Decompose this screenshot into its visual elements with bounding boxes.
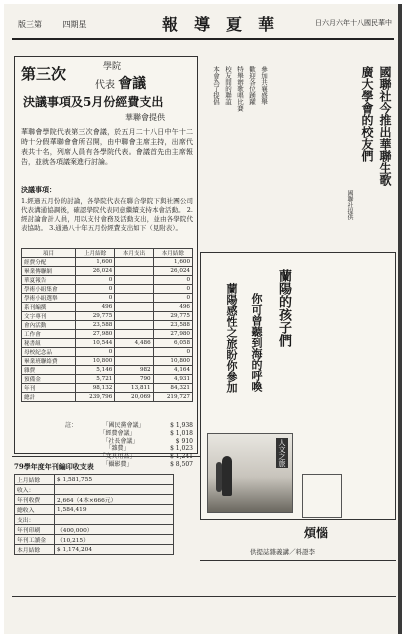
table-cell: 23,588 bbox=[153, 321, 192, 330]
table-cell: 年刊 bbox=[22, 384, 76, 393]
table-row bbox=[15, 515, 174, 525]
table-cell: 26,024 bbox=[153, 267, 192, 276]
note-cell: 「社長會議」 bbox=[102, 437, 139, 445]
expense-table-body bbox=[22, 258, 193, 402]
table-cell: 秘書組 bbox=[22, 339, 76, 348]
lanyang-trip bbox=[200, 252, 396, 520]
table-cell bbox=[115, 348, 153, 357]
note-cell: 「攝影費」 bbox=[102, 460, 133, 468]
table-cell: 1,600 bbox=[75, 258, 114, 267]
table-cell: 84,321 bbox=[153, 384, 192, 393]
page-label: 版三第 bbox=[18, 20, 42, 29]
promo-column: 本會為了提倡 bbox=[212, 66, 220, 105]
note-cell bbox=[170, 453, 193, 461]
table-cell: 0 bbox=[153, 276, 192, 285]
note-cell: $ 1,018 bbox=[170, 429, 193, 437]
promo-column: 參加共襄盛舉 bbox=[260, 66, 268, 105]
table-cell: 學術小組選舉 bbox=[22, 294, 76, 303]
table-cell: 5,146 bbox=[75, 366, 114, 375]
table-row bbox=[15, 525, 174, 535]
table-cell: 4,931 bbox=[153, 375, 192, 384]
divider bbox=[200, 560, 396, 561]
table-cell: 1,584,419 bbox=[55, 505, 174, 515]
table-cell: 982 bbox=[115, 366, 153, 375]
masthead-date: 日六月六年十八國民華中 bbox=[315, 19, 392, 27]
table-cell: 29,775 bbox=[153, 312, 192, 321]
table-row bbox=[15, 545, 174, 555]
trip-title-2: 你可曾聽到海的呼喚 bbox=[250, 293, 263, 392]
table-row bbox=[15, 485, 174, 495]
table-row bbox=[22, 330, 193, 339]
resolutions-title: 決議事項： bbox=[21, 185, 56, 194]
note-cell: 「經費會議」 bbox=[99, 429, 136, 437]
issue-label: 四期星 bbox=[62, 20, 87, 29]
table-cell: 收入： bbox=[15, 485, 55, 495]
table-cell: 年刊印刷 bbox=[15, 525, 55, 535]
table-row bbox=[22, 321, 193, 330]
headline-rep: 代表 會議 bbox=[95, 76, 147, 92]
table-cell: 0 bbox=[75, 285, 114, 294]
table-cell: 本月結餘 bbox=[15, 545, 55, 555]
table-cell: 年刊工讀金 bbox=[15, 535, 55, 545]
table-cell bbox=[115, 294, 153, 303]
divider bbox=[12, 456, 200, 457]
table-cell bbox=[115, 285, 153, 294]
table-cell: 4,486 bbox=[115, 339, 153, 348]
note-cell: $ 8,507 bbox=[170, 460, 193, 468]
table-cell: 0 bbox=[75, 348, 114, 357]
trip-title-1: 蘭陽的孩子們 bbox=[276, 269, 291, 347]
worry-heading: 煩惱 bbox=[304, 526, 329, 540]
budget-table bbox=[14, 474, 174, 555]
table-row bbox=[22, 393, 193, 402]
table-row bbox=[22, 357, 193, 366]
budget-table-body bbox=[15, 475, 174, 555]
promo-column: 特舉辦歌唱比賽 bbox=[236, 66, 244, 112]
table-cell: 1,600 bbox=[153, 258, 192, 267]
table-cell: 畢業班聯絡費 bbox=[22, 357, 76, 366]
divider bbox=[12, 596, 396, 597]
table-cell: （400,000） bbox=[55, 525, 174, 535]
table-cell: 20,069 bbox=[115, 393, 153, 402]
note-cell: 「雜費」 bbox=[105, 445, 130, 453]
table-cell bbox=[115, 276, 153, 285]
table-cell: 支出： bbox=[15, 515, 55, 525]
note-cell: 註： bbox=[65, 422, 78, 429]
table-cell bbox=[115, 267, 153, 276]
table-cell: 26,024 bbox=[75, 267, 114, 276]
table-cell: 總收入 bbox=[15, 505, 55, 515]
song-promo bbox=[204, 60, 394, 250]
table-cell: 98,132 bbox=[75, 384, 114, 393]
table-cell bbox=[55, 485, 174, 495]
table-cell: 母校紀念品 bbox=[22, 348, 76, 357]
table-cell: 10,800 bbox=[153, 357, 192, 366]
note-cell: 「國民黨會議」 bbox=[102, 422, 145, 429]
table-cell: 0 bbox=[153, 348, 192, 357]
promo-headline: 國聯社今推出華聯生歌 bbox=[378, 66, 392, 186]
masthead-title: 報導夏華 bbox=[162, 15, 291, 34]
table-row bbox=[22, 258, 193, 267]
table-cell: 790 bbox=[115, 375, 153, 384]
table-row bbox=[15, 535, 174, 545]
headline-main: 第三次 bbox=[21, 65, 67, 83]
table-cell: 會內活動 bbox=[22, 321, 76, 330]
table-cell: 2,664（4本×666元） bbox=[55, 495, 174, 505]
table-cell bbox=[115, 321, 153, 330]
col-header: 項目 bbox=[22, 249, 76, 258]
headline-school: 學院 bbox=[103, 62, 122, 72]
table-row bbox=[22, 384, 193, 393]
table-row bbox=[22, 339, 193, 348]
table-cell: 0 bbox=[153, 285, 192, 294]
table-cell bbox=[55, 515, 174, 525]
table-cell: 27,980 bbox=[153, 330, 192, 339]
table-cell bbox=[115, 312, 153, 321]
resolutions-text: 1.經過五月份的討論，各學院代表在聯合學院下與社團公司代表溝通協調後，確認學院代表同意繼續支持本會活動。 2.經討論會計人員，用以支付會務及活動支出，並由各學院代表協助。 3.通過八十年五月份經費支出如下（見附表）。 bbox=[21, 197, 193, 232]
table-cell: 學術小組集會 bbox=[22, 285, 76, 294]
table-row bbox=[22, 312, 193, 321]
budget-caption: 79學年度年刊編印收支表 bbox=[14, 462, 94, 471]
table-cell: 219,727 bbox=[153, 393, 192, 402]
table-row bbox=[22, 366, 193, 375]
table-cell: 畢業傳聯網 bbox=[22, 267, 76, 276]
article-intro: 華聯會學院代表第三次會議，於五月二十八日中午十二時十分假華聯會會所召開，由中聯會主席主持，出席代表共十名，列席人員有各學院代表。會議首先由主席報告，並就各項議案進行討論。 bbox=[21, 128, 193, 166]
table-cell: 27,980 bbox=[75, 330, 114, 339]
yearbook-budget bbox=[14, 462, 198, 555]
note-line bbox=[65, 430, 193, 438]
article-subheadline: 決議事項及5月份經費支出 bbox=[23, 95, 164, 109]
note-line bbox=[65, 453, 193, 461]
col-header: 本月支出 bbox=[115, 249, 153, 258]
table-cell: 10,544 bbox=[75, 339, 114, 348]
table-cell: 10,800 bbox=[75, 357, 114, 366]
note-cell: $ 1,023 bbox=[170, 445, 193, 453]
table-cell: 23,588 bbox=[75, 321, 114, 330]
table-row bbox=[22, 285, 193, 294]
promo-credit: 國聯社提供 bbox=[346, 190, 353, 220]
worry-byline: 供提誌雜義講／料證李 bbox=[250, 548, 315, 556]
table-row bbox=[22, 375, 193, 384]
trip-title-3: 蘭陽感性之旅盼你參加 bbox=[225, 283, 238, 393]
table-cell: 239,796 bbox=[75, 393, 114, 402]
table-cell: 4,164 bbox=[153, 366, 192, 375]
trip-photo bbox=[207, 433, 293, 513]
expense-table-header bbox=[22, 249, 193, 258]
table-row bbox=[22, 267, 193, 276]
table-cell: 13,811 bbox=[115, 384, 153, 393]
table-cell: 6,058 bbox=[153, 339, 192, 348]
table-cell: 年刊收費 bbox=[15, 495, 55, 505]
person-figure bbox=[222, 456, 232, 496]
table-row bbox=[22, 276, 193, 285]
table-cell: 預備金 bbox=[22, 375, 76, 384]
table-cell bbox=[115, 330, 153, 339]
col-header: 本月結餘 bbox=[153, 249, 192, 258]
note-line bbox=[65, 422, 193, 430]
table-cell: 系刊編撰 bbox=[22, 303, 76, 312]
promo-headline-2: 廣大學會的校友們 bbox=[360, 66, 374, 162]
table-cell: 雜費 bbox=[22, 366, 76, 375]
table-cell: 上月結餘 bbox=[15, 475, 55, 485]
col-header: 上月結餘 bbox=[75, 249, 114, 258]
table-row bbox=[22, 294, 193, 303]
table-cell: $ 1,581,755 bbox=[55, 475, 174, 485]
table-cell: 華夏報告 bbox=[22, 276, 76, 285]
table-cell: 文字專刊 bbox=[22, 312, 76, 321]
table-cell: 0 bbox=[75, 294, 114, 303]
table-cell: 總計 bbox=[22, 393, 76, 402]
table-cell: 5,721 bbox=[75, 375, 114, 384]
promo-column: 校友間的聯誼 bbox=[224, 66, 232, 105]
table-row bbox=[15, 475, 174, 485]
promo-column: 歡迎各位踴躍 bbox=[248, 66, 256, 105]
note-cell bbox=[100, 453, 136, 461]
table-row bbox=[15, 505, 174, 515]
table-cell: 工作會 bbox=[22, 330, 76, 339]
masthead bbox=[12, 10, 394, 40]
expense-table bbox=[21, 248, 193, 402]
table-cell: 29,775 bbox=[75, 312, 114, 321]
table-cell: 0 bbox=[75, 276, 114, 285]
article-byline: 華聯會提供 bbox=[125, 113, 165, 122]
table-cell: $ 1,174,204 bbox=[55, 545, 174, 555]
table-cell: 0 bbox=[153, 294, 192, 303]
table-row bbox=[22, 348, 193, 357]
masthead-left bbox=[18, 19, 105, 30]
table-cell: 496 bbox=[153, 303, 192, 312]
table-cell: 經費分配 bbox=[22, 258, 76, 267]
newspaper-page bbox=[4, 4, 402, 634]
note-cell: $ 910 bbox=[175, 437, 193, 445]
table-cell bbox=[115, 303, 153, 312]
note-cell: $ 1,938 bbox=[170, 422, 193, 429]
table-row bbox=[22, 303, 193, 312]
table-cell bbox=[115, 357, 153, 366]
table-cell bbox=[115, 258, 153, 267]
table-cell: 496 bbox=[75, 303, 114, 312]
photo-caption: 人文之旅 bbox=[278, 439, 286, 467]
table-row bbox=[15, 495, 174, 505]
small-frame bbox=[302, 474, 342, 518]
table-cell: （10,215） bbox=[55, 535, 174, 545]
